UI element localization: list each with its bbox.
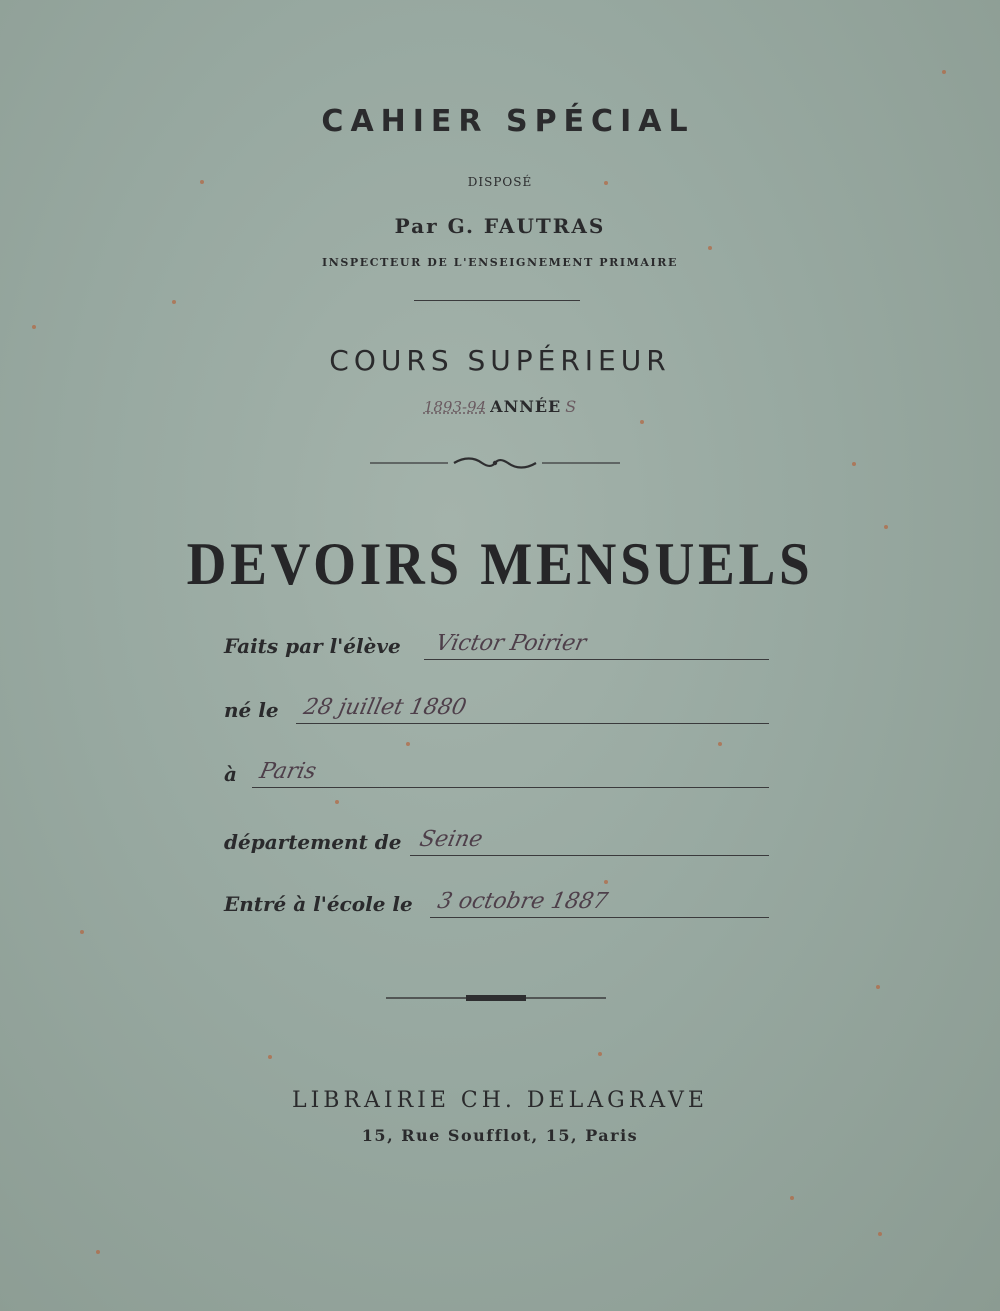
speck (640, 420, 644, 424)
speck (32, 325, 36, 329)
birth-place-line (252, 787, 769, 788)
school-year-suffix: S (565, 397, 577, 416)
school-year-handwritten: 1893-94 (423, 398, 487, 416)
notebook-headline: DEVOIRS MENSUELS (186, 531, 814, 597)
speck (876, 985, 880, 989)
author-role: INSPECTEUR DE L'ENSEIGNEMENT PRIMAIRE (321, 256, 679, 269)
disposed-label: DISPOSÉ (467, 175, 533, 189)
course-level: COURS SUPÉRIEUR (329, 344, 671, 377)
student-name-line (424, 659, 769, 660)
speck (598, 1052, 602, 1056)
ornament-divider-bottom (386, 990, 606, 1006)
department-line (410, 855, 769, 856)
speck (406, 742, 410, 746)
cover-title: CAHIER SPÉCIAL (321, 104, 695, 139)
school-entry-value: 3 octobre 1887 (435, 889, 610, 914)
speck (718, 742, 722, 746)
birth-place-label: à (224, 762, 237, 786)
birth-date-value: 28 juillet 1880 (301, 695, 469, 720)
school-year (0, 397, 1000, 416)
title-divider (414, 300, 580, 301)
student-name-field (224, 626, 769, 660)
department-field (224, 822, 769, 856)
speck (884, 525, 888, 529)
publisher-address: 15, Rue Soufflot, 15, Paris (361, 1126, 639, 1145)
birth-date-line (296, 723, 769, 724)
birth-place-value: Paris (257, 759, 319, 784)
speck (708, 246, 712, 250)
speck (335, 800, 339, 804)
department-value: Seine (417, 827, 485, 852)
school-entry-line (430, 917, 769, 918)
speck (790, 1196, 794, 1200)
speck (852, 462, 856, 466)
birth-place-field (224, 754, 769, 788)
student-name-value: Victor Poirier (433, 631, 589, 656)
speck (96, 1250, 100, 1254)
school-entry-field (224, 884, 769, 918)
speck (172, 300, 176, 304)
author-name: Par G. FAUTRAS (394, 214, 606, 238)
speck (268, 1055, 272, 1059)
department-label: département de (224, 830, 402, 854)
student-name-label: Faits par l'élève (224, 634, 401, 658)
speck (878, 1232, 882, 1236)
school-entry-label: Entré à l'école le (224, 892, 413, 916)
school-year-label: ANNÉE (490, 397, 562, 416)
speck (80, 930, 84, 934)
birth-date-field (224, 690, 769, 724)
ornament-divider-top (370, 455, 620, 471)
birth-date-label: né le (224, 698, 279, 722)
publisher-name: LIBRAIRIE CH. DELAGRAVE (292, 1088, 708, 1113)
speck (942, 70, 946, 74)
